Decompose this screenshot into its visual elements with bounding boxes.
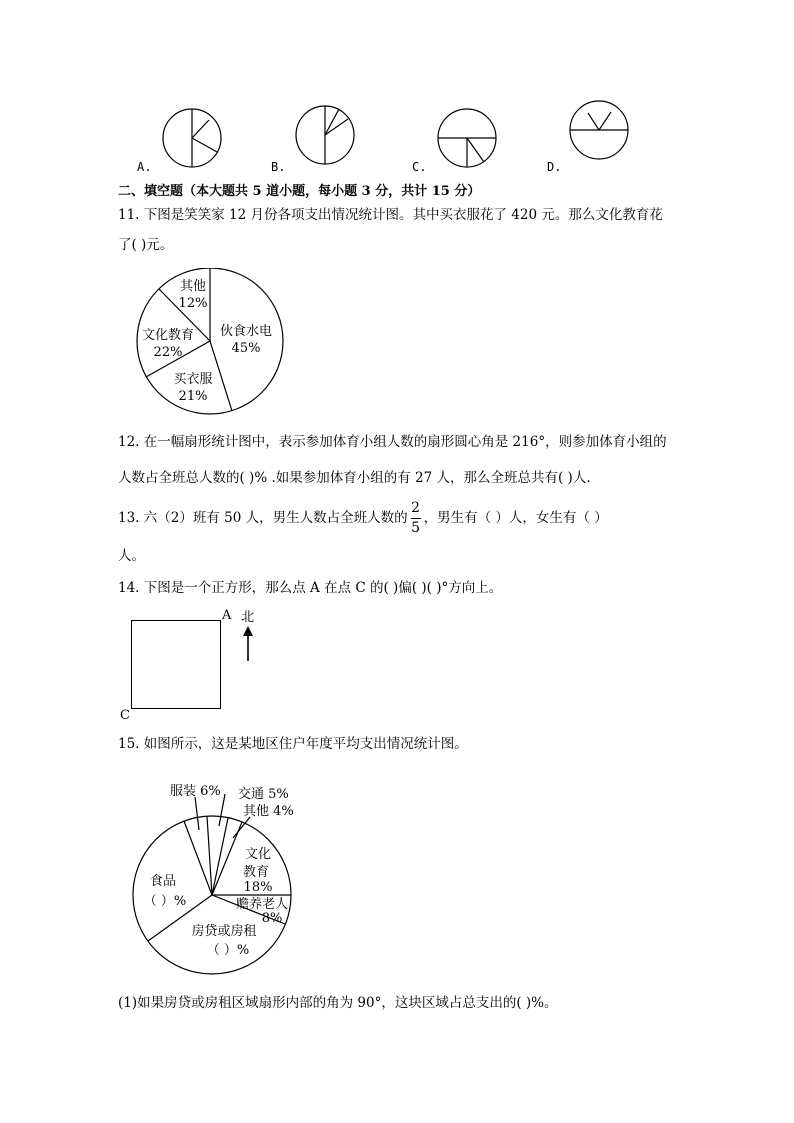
q12-line1: 12. 在一幅扇形统计图中，表示参加体育小组人数的扇形圆心角是 216°，则参加体育小组的 bbox=[118, 434, 667, 450]
q15-sub1: (1)如果房贷或房租区域扇形内部的角为 90°，这块区域占总支出的( )%。 bbox=[118, 995, 558, 1011]
option-a-label: A. bbox=[137, 160, 152, 174]
q15-label-housing-name: 房贷或房租 bbox=[191, 924, 257, 939]
north-arrow-icon bbox=[238, 626, 258, 662]
q14-point-c: C bbox=[120, 708, 130, 723]
q13-line2: 人。 bbox=[118, 548, 145, 564]
q11-line1: 11. 下图是笑笑家 12 月份各项支出情况统计图。其中买衣服花了 420 元。那么文化教育花 bbox=[118, 207, 663, 223]
q13-line1 bbox=[118, 500, 608, 536]
q15-slice-boundary bbox=[212, 818, 228, 895]
q15-label-edu-pct: 18% bbox=[243, 880, 273, 895]
option-d-label: D. bbox=[547, 160, 562, 174]
option-a-pie[interactable] bbox=[163, 109, 221, 167]
q13-text-post: ，男生有（ ）人，女生有（ ） bbox=[423, 510, 608, 526]
q15-label-elderly-name: 赡养老人 bbox=[235, 897, 289, 912]
option-c-pie[interactable] bbox=[438, 109, 496, 167]
q13-fraction-numerator: 2 bbox=[411, 500, 421, 516]
q14-line1: 14. 下图是一个正方形，那么点 A 在点 C 的( )偏( )( )°方向上。 bbox=[118, 580, 503, 596]
q11-line2: 了( )元。 bbox=[118, 237, 174, 253]
q11-label-edu-name: 文化教育 bbox=[141, 328, 195, 343]
option-c-label: C. bbox=[412, 160, 427, 174]
q11-label-other-pct: 12% bbox=[178, 296, 208, 311]
q11-slice-boundary bbox=[210, 341, 232, 411]
q12-line2: 人数占全班总人数的( )% .如果参加体育小组的有 27 人，那么全班总共有( )人. bbox=[118, 470, 591, 486]
option-b-pie[interactable] bbox=[296, 106, 354, 164]
q15-label-clothing: 服装 6% bbox=[170, 784, 221, 799]
option-pies bbox=[0, 95, 794, 180]
q14-point-a: A bbox=[222, 608, 232, 623]
option-b-label: B. bbox=[271, 160, 286, 174]
q14-square bbox=[131, 620, 221, 709]
q11-label-other-name: 其他 bbox=[179, 279, 207, 294]
q11-label-edu-pct: 22% bbox=[153, 345, 183, 360]
q15-label-edu-line2: 教育 bbox=[242, 865, 270, 880]
q13-fraction-bar bbox=[411, 518, 421, 519]
q13-text-pre: 13. 六（2）班有 50 人，男生人数占全班人数的 bbox=[118, 510, 408, 526]
q11-label-clothes-name: 买衣服 bbox=[173, 372, 213, 387]
q13-fraction bbox=[410, 500, 422, 536]
q15-label-food-pct: （ ）% bbox=[143, 894, 187, 909]
q15-line1: 15. 如图所示，这是某地区住户年度平均支出情况统计图。 bbox=[118, 736, 468, 752]
section-title: 二、填空题（本大题共 5 道小题，每小题 3 分，共计 15 分） bbox=[118, 184, 481, 199]
q11-label-food-pct: 45% bbox=[231, 341, 261, 356]
q15-label-edu-line1: 文化 bbox=[244, 847, 272, 862]
q15-label-food-name: 食品 bbox=[149, 874, 177, 889]
q15-pie-chart bbox=[130, 776, 305, 976]
q15-label-elderly-pct: 8% bbox=[261, 911, 283, 926]
q11-label-food-name: 伙食水电 bbox=[219, 324, 273, 339]
q15-label-transport: 交通 5% bbox=[238, 787, 289, 802]
q13-fraction-denominator: 5 bbox=[411, 520, 421, 536]
q15-label-housing-pct: （ ）% bbox=[206, 943, 250, 958]
q11-label-clothes-pct: 21% bbox=[178, 389, 208, 404]
q11-pie-chart bbox=[130, 268, 290, 418]
q15-leader-line bbox=[195, 797, 199, 830]
q14-north-label: 北 bbox=[241, 610, 255, 625]
q15-label-other: 其他 4% bbox=[243, 804, 294, 819]
option-d-pie[interactable] bbox=[570, 101, 628, 159]
